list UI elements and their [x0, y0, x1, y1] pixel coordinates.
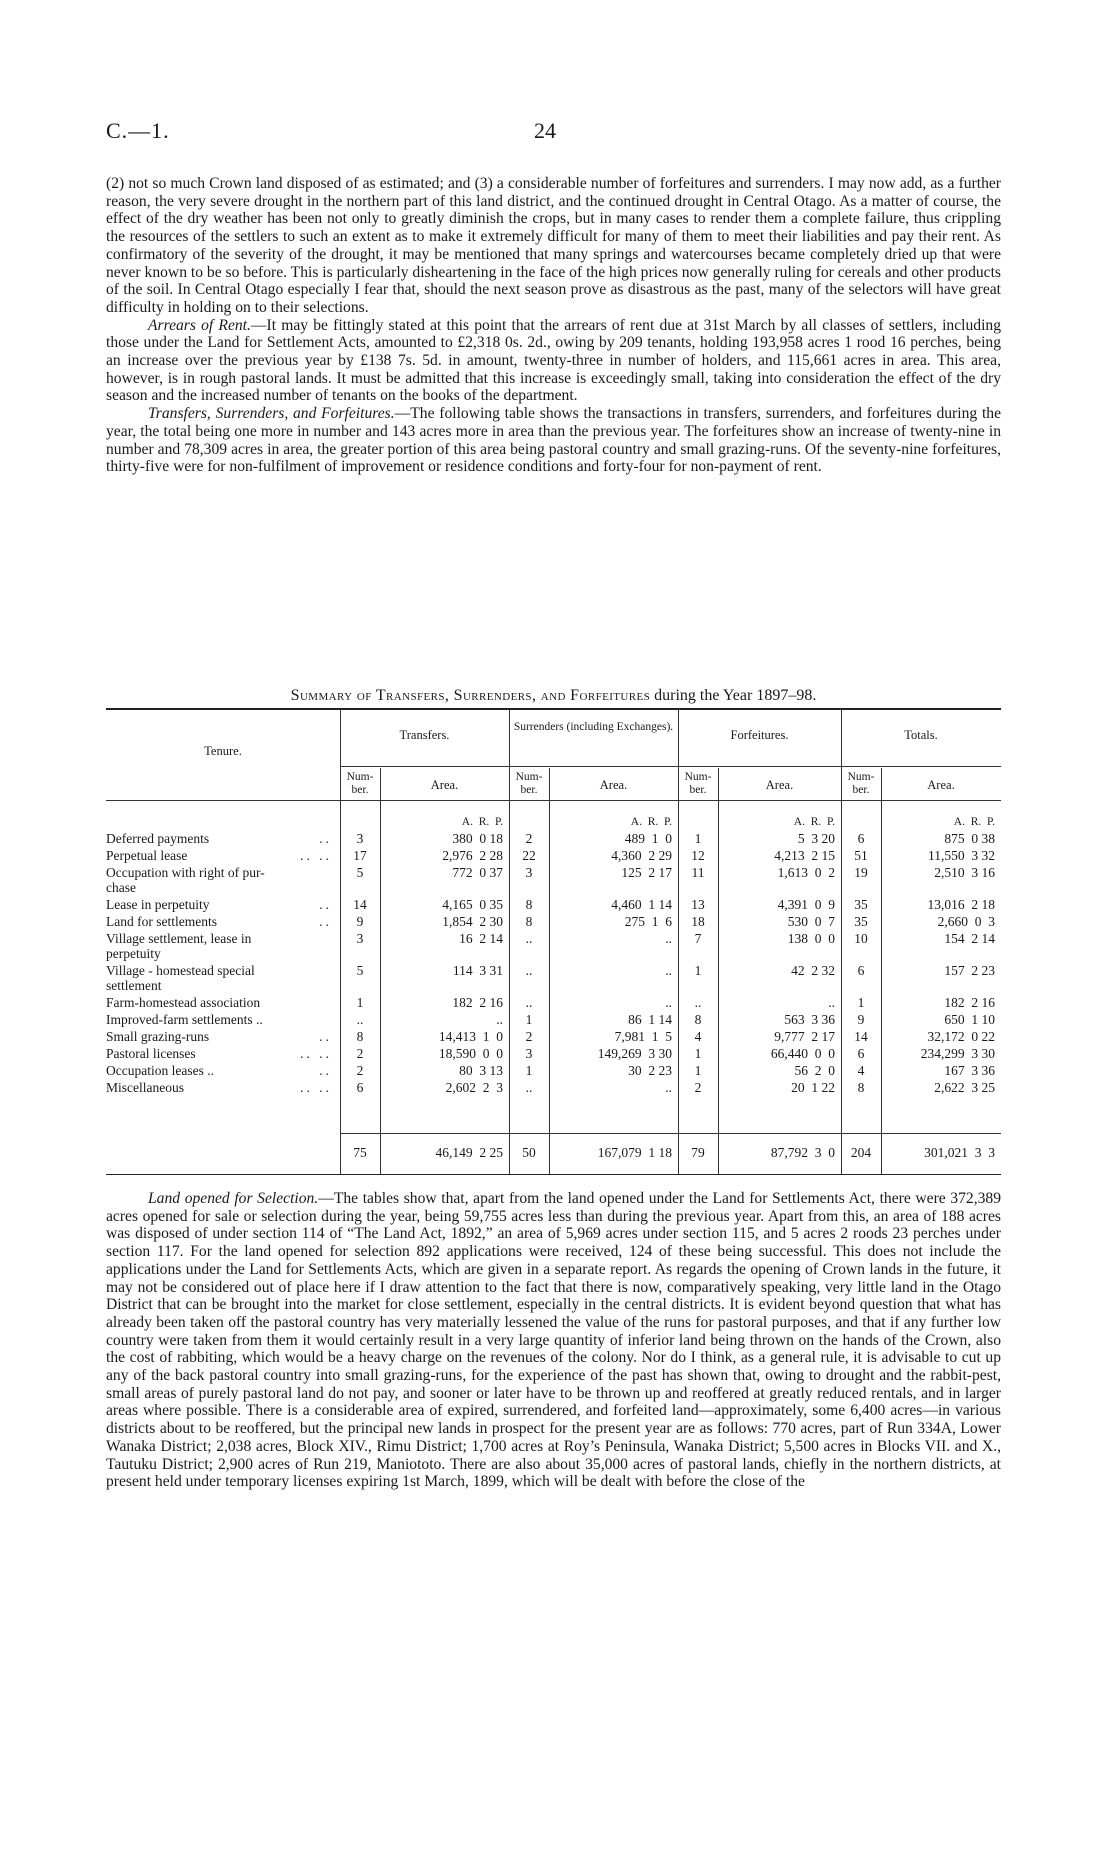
table-cell: 138 0 0: [787, 931, 835, 946]
table-cell: 1: [694, 1063, 702, 1078]
table-cell: 6: [356, 1080, 364, 1095]
tenure-cell: Improved-farm settlements ..: [106, 1012, 263, 1027]
table-cell: 234,299 3 30: [920, 1046, 995, 1061]
table-cell: 13: [691, 897, 705, 912]
table-cell: 8: [857, 1080, 865, 1095]
table-cell: 7,981 1 5: [614, 1029, 672, 1044]
leader-dots: ..: [319, 897, 332, 912]
table-cell: 9: [857, 1012, 865, 1027]
total-cell: 204: [850, 1145, 872, 1160]
table-cell: 10: [854, 931, 868, 946]
paragraph-transfers: [106, 405, 1001, 476]
table-cell: 3: [525, 1046, 533, 1061]
table-cell: 2,602 2 3: [445, 1080, 503, 1095]
forfeitures-units: A. R. P.: [793, 816, 835, 828]
table-cell: 1: [525, 1012, 533, 1027]
totals-area-header: Area.: [927, 778, 955, 792]
table-cell: 51: [854, 848, 868, 863]
tenure-cell: Lease in perpetuity: [106, 897, 210, 912]
table-cell: 530 0 7: [787, 914, 835, 929]
surrenders-area-header: Area.: [599, 778, 628, 792]
table-cell: 275 1 6: [624, 914, 672, 929]
table-cell: 154 2 14: [944, 931, 995, 946]
transfers-text: —The following table shows the transactions in transfers, surrenders, and forfeitures during the year, the total being one more in number and 143 acres more in area than the previous year. The forfeitures show an increase of twenty-nine in number and 78,309 acres in area, the greater portion of this area being pastoral country and small grazing-runs. Of the seventy-nine forfeitures, thirty-five were for non-fulfilment of improvement or residence conditions and forty-four for non-payment of rent.: [106, 405, 1001, 476]
totals-group-header: Totals.: [904, 728, 938, 742]
table-cell: 650 1 10: [944, 1012, 995, 1027]
table-cell: ..: [496, 1012, 503, 1027]
table-cell: 20 1 22: [791, 1080, 835, 1095]
table-cell: 1,613 0 2: [777, 865, 835, 880]
table-cell: 30 2 23: [628, 1063, 672, 1078]
table-cell: 4,213 2 15: [774, 848, 835, 863]
paragraph-land-opened: [106, 1190, 1001, 1491]
paragraph-intro: (2) not so much Crown land disposed of as estimated; and (3) a considerable number of forfeitures and surrenders. I may now add, as a further reason, the very severe drought in the northern part of this land district, and the continued drought in Central Otago. As a matter of course, the effect of the dry weather has been not only to greatly diminish the crops, but in many cases to render them a complete failure, thus crippling the resources of the settlers to such an extent as to make it extremely difficult for many of them to meet their liabilities and pay their rent. As confirmatory of the severity of the drought, it may be mentioned that many springs and watercourses became completely dried up that were never known to be so before. This is particularly disheartening in the face of the high prices now generally ruling for cereals and other products of the soil. In Central Otago especially I fear that, should the next season prove as disastrous as the past, many of the selectors will have great difficulty in holding on to their selections.: [106, 175, 1001, 316]
table-cell: 6: [857, 1046, 865, 1061]
table-cell: 1: [525, 1063, 533, 1078]
table-cell: 5 3 20: [797, 831, 835, 846]
table-cell: 16 2 14: [459, 931, 503, 946]
table-cell: ..: [525, 931, 533, 946]
table-cell: ..: [665, 1080, 672, 1095]
transfers-heading: Transfers, Surrenders, and Forfeitures.: [148, 405, 395, 423]
table-cell: 18: [691, 914, 705, 929]
table-cell: 2: [525, 831, 533, 846]
table-cell: 149,269 3 30: [597, 1046, 672, 1061]
paragraph-arrears: [106, 317, 1001, 406]
table-cell: 167 3 36: [944, 1063, 995, 1078]
table-cell: ..: [525, 963, 533, 978]
tenure-cell: Farm-homestead association: [106, 995, 261, 1010]
tenure-cell: Small grazing-runs: [106, 1029, 210, 1044]
table-cell: 17: [353, 848, 367, 863]
table-cell: 3: [525, 865, 533, 880]
table-cell: 14,413 1 0: [438, 1029, 503, 1044]
table-cell: 182 2 16: [944, 995, 995, 1010]
forfeitures-number-header: Num- ber.: [684, 771, 712, 796]
table-cell: 32,172 0 22: [927, 1029, 995, 1044]
table-cell: 35: [854, 897, 868, 912]
table-cell: 2,622 3 25: [934, 1080, 995, 1095]
table-cell: 125 2 17: [621, 865, 672, 880]
tenure-cell: Deferred payments: [106, 831, 210, 846]
table-cell: 8: [525, 914, 533, 929]
table-cell: 2,976 2 28: [442, 848, 503, 863]
table-cell: 1,854 2 30: [442, 914, 503, 929]
table-cell: 42 2 32: [791, 963, 835, 978]
table-cell: 18,590 0 0: [438, 1046, 503, 1061]
table-cell: ..: [828, 995, 835, 1010]
table-cell: 1: [356, 995, 364, 1010]
table-cell: 114 3 31: [452, 963, 503, 978]
table-cell: 13,016 2 18: [927, 897, 995, 912]
table-cell: 8: [356, 1029, 364, 1044]
table-cell: 157 2 23: [944, 963, 995, 978]
table-cell: ..: [665, 995, 672, 1010]
surrenders-group-header: Surrenders (including Exchanges).: [513, 721, 674, 733]
table-cell: 9: [356, 914, 364, 929]
tenure-cell: Pastoral licenses: [106, 1046, 196, 1061]
leader-dots: .. ..: [300, 848, 332, 863]
table-cell: 22: [522, 848, 536, 863]
transfers-group-header: Transfers.: [399, 728, 450, 742]
table-cell: 1: [694, 963, 702, 978]
table-cell: 2: [525, 1029, 533, 1044]
surrenders-number-header: Num- ber.: [515, 771, 543, 796]
table-cell: ..: [356, 1012, 364, 1027]
table-cell: 380 0 18: [452, 831, 503, 846]
table-cell: 182 2 16: [452, 995, 503, 1010]
page-number: 24: [534, 118, 556, 143]
table-cell: 2,510 3 16: [934, 865, 995, 880]
table-cell: 4: [694, 1029, 702, 1044]
tenure-cell: Perpetual lease: [106, 848, 188, 863]
summary-table: [106, 708, 1001, 1176]
transfers-area-header: Area.: [430, 778, 459, 792]
table-caption-main: Summary of Transfers, Surrenders, and Forfeitures: [290, 687, 651, 704]
forfeitures-area-header: Area.: [765, 778, 794, 792]
tenure-cell: Miscellaneous: [106, 1080, 184, 1095]
leader-dots: ..: [319, 914, 332, 929]
total-cell: 50: [522, 1145, 536, 1160]
table-cell: 4: [857, 1063, 865, 1078]
table-cell: 489 1 0: [624, 831, 672, 846]
table-cell: 8: [525, 897, 533, 912]
totals-number-header: Num- ber.: [847, 771, 875, 796]
total-cell: 79: [691, 1145, 705, 1160]
leader-dots: ..: [319, 831, 332, 846]
table-cell: 9,777 2 17: [774, 1029, 835, 1044]
table-cell: 7: [694, 931, 702, 946]
total-cell: 75: [353, 1145, 367, 1160]
leader-dots: ..: [319, 1029, 332, 1044]
table-cell: ..: [665, 963, 672, 978]
total-cell: 301,021 3 3: [924, 1145, 995, 1160]
table-cell: 2: [356, 1046, 364, 1061]
surrenders-units: A. R. P.: [630, 816, 672, 828]
table-cell: 2: [694, 1080, 702, 1095]
table-cell: 11: [691, 865, 705, 880]
total-cell: 87,792 3 0: [770, 1145, 835, 1160]
table-cell: 14: [353, 897, 367, 912]
table-cell: 35: [854, 914, 868, 929]
table-cell: ..: [525, 995, 533, 1010]
table-cell: 86 1 14: [628, 1012, 672, 1027]
table-caption: [106, 687, 1001, 705]
transfers-number-header: Num- ber.: [346, 771, 374, 796]
table-cell: 2,660 0 3: [937, 914, 995, 929]
table-cell: 563 3 36: [784, 1012, 835, 1027]
total-cell: 46,149 2 25: [435, 1145, 503, 1160]
table-caption-rest: during the Year 1897–98.: [650, 687, 817, 704]
tenure-cell: Occupation with right of pur- chase: [106, 865, 265, 895]
table-cell: 4,391 0 9: [777, 897, 835, 912]
leader-dots: .. ..: [300, 1080, 332, 1095]
arrears-text: —It may be fittingly stated at this point that the arrears of rent due at 31st March by all classes of settlers, including those under the Land for Settlement Acts, amounted to £2,318 0s. 2d., owing by 209 tenants, holding 193,958 acres 1 rood 16 perches, being an increase over the previous year by £138 7s. 5d. in amount, twenty-three in number of holders, and 115,661 acres in area. This area, however, is in rough pastoral lands. It must be admitted that this increase is exceedingly small, taking into consideration the effect of the dry season and the increased number of tenants on the books of the department.: [106, 316, 1001, 405]
table-top-rule-double: [106, 709, 1001, 710]
table-cell: 3: [356, 831, 364, 846]
total-cell: 167,079 1 18: [597, 1145, 672, 1160]
transfers-units: A. R. P.: [461, 816, 503, 828]
body-text-bottom: [106, 1190, 1001, 1491]
table-cell: 875 0 38: [944, 831, 995, 846]
table-cell: 12: [691, 848, 705, 863]
tenure-cell: Village - homestead special settlement: [106, 963, 255, 993]
forfeitures-group-header: Forfeitures.: [730, 728, 789, 742]
table-cell: 4,460 1 14: [611, 897, 672, 912]
tenure-cell: Occupation leases ..: [106, 1063, 214, 1078]
table-cell: 2: [356, 1063, 364, 1078]
tenure-column-header: Tenure.: [204, 744, 242, 758]
table-cell: 14: [854, 1029, 868, 1044]
table-cell: 5: [356, 963, 364, 978]
table-cell: 772 0 37: [452, 865, 503, 880]
table-cell: 1: [694, 831, 702, 846]
table-cell: 19: [854, 865, 868, 880]
table-cell: 66,440 0 0: [770, 1046, 835, 1061]
table-cell: 5: [356, 865, 364, 880]
parliamentary-paper-reference: C.—1.: [106, 118, 170, 143]
tenure-cell: Land for settlements: [106, 914, 217, 929]
leader-dots: ..: [319, 1063, 332, 1078]
table-cell: ..: [525, 1080, 533, 1095]
table-cell: 6: [857, 963, 865, 978]
table-cell: 6: [857, 831, 865, 846]
table-cell: 8: [694, 1012, 702, 1027]
table-cell: 11,550 3 32: [928, 848, 995, 863]
totals-units: A. R. P.: [953, 816, 995, 828]
table-cell: 56 2 0: [794, 1063, 835, 1078]
table-cell: 1: [857, 995, 865, 1010]
table-cell: 1: [694, 1046, 702, 1061]
arrears-heading: Arrears of Rent.: [148, 316, 251, 334]
table-cell: ..: [694, 995, 702, 1010]
land-opened-text: —The tables show that, apart from the land opened under the Land for Settlements Act, there were 372,389 acres opened for sale or selection during the year, being 59,755 acres less than during the previous year. Apart from this, an area of 188 acres was disposed of under section 114 of “The Land Act, 1892,” an area of 5,969 acres under section 115, and 5 acres 2 roods 23 perches under section 117. For the land opened for selection 892 applications were received, 124 of these being successful. This does not include the applications under the Land for Settlements Acts, which are given in a separate report. As regards the opening of Crown lands in the future, it may not be considered out of place here if I draw attention to the fact that there is now, comparatively speaking, very little land in the Otago District that can be brought into the market for close settlement, especially in the central districts. It is evident beyond question that what has already been taken off the pastoral country has very materially lessened the value of the runs for pastoral purposes, and that if any further low country were taken from them it would certainly result in a very large quantity of inferior land being thrown on the hands of the Crown, also the cost of rabbiting, which would be a heavy charge on the revenues of the colony. Nor do I think, as a general rule, it is advisable to cut up any of the back pastoral country into small grazing-runs, for the experience of the past has shown that, owing to drought and the rabbit-pest, small areas of purely pastoral land do not pay, and sooner or later have to be thrown up and reoffered at greatly reduced rentals, and in larger areas where possible. There is a considerable area of expired, surrendered, and forfeited land—approximately, some 6,400 acres—in various districts about to be reoffered, but the principal new lands in prospect for the present year are as follows: 770 acres, part of Run 334A, Lower Wanaka District; 2,038 acres, Block XIV., Rimu District; 1,700 acres at Roy’s Peninsula, Wanaka District; 5,500 acres in Blocks VII. and X., Tautuku District; 2,900 acres of Run 219, Maniototo. There are also about 35,000 acres of pastoral lands, chiefly in the northern districts, at present held under temporary licenses expiring 1st March, 1899, which will be dealt with before the close of the: [106, 1190, 1001, 1491]
table-cell: 80 3 13: [459, 1063, 503, 1078]
table-bottom-rule: [106, 1174, 1001, 1175]
table-cell: 3: [356, 931, 364, 946]
leader-dots: .. ..: [300, 1046, 332, 1061]
table-cell: 4,360 2 29: [611, 848, 672, 863]
land-opened-heading: Land opened for Selection.: [148, 1190, 319, 1207]
table-cell: ..: [665, 931, 672, 946]
tenure-cell: Village settlement, lease in perpetuity: [106, 931, 252, 961]
table-cell: 4,165 0 35: [442, 897, 503, 912]
body-text-top: [106, 175, 1001, 476]
